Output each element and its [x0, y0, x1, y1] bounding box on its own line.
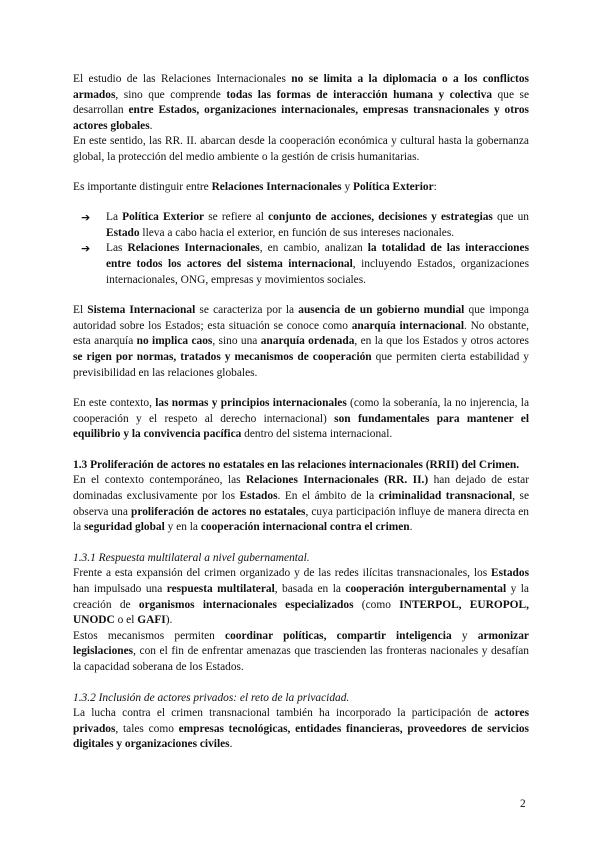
bold-text-run: criminalidad transnacional — [378, 490, 513, 503]
bold-text-run: las normas y principios internacionales — [155, 397, 347, 410]
section-1-3-1-mechanisms-paragraph — [73, 629, 529, 676]
distinction-paragraph — [73, 180, 529, 196]
text-run: . — [149, 119, 153, 132]
text-run: El estudio de las Relaciones Internacionales — [73, 73, 292, 85]
bold-text-run: Estados — [491, 567, 529, 580]
bold-text-run: cooperación internacional contra el crimen — [200, 521, 410, 534]
bold-text-run: no implica caos — [136, 335, 213, 348]
bold-text-run: coordinar políticas, compartir inteligencia — [225, 629, 452, 642]
text-run: Es importante distinguir entre — [73, 180, 212, 193]
text-run: , incluyendo Estados, organizaciones internacionales, ONG, empresas y movimientos sociales. — [106, 257, 529, 286]
bold-text-run: Política Exterior — [122, 211, 205, 224]
text-run: (como la soberanía, la no injerencia, la cooperación y el respeto al derecho internacional) — [73, 397, 530, 425]
text-run: , se observa una — [73, 490, 530, 518]
section-1-3-paragraph — [73, 473, 529, 535]
section-heading-1-3-2: 1.3.2 Inclusión de actores privados: el reto de la privacidad. — [73, 691, 350, 704]
bold-text-run: no se limita a la diplomacia o a los conflictos armados — [73, 73, 529, 101]
bold-text-run: todas las formas de interacción humana y colectiva — [226, 88, 493, 101]
document-page — [73, 72, 529, 753]
bold-text-run: Estados — [239, 490, 278, 503]
arrow-bullet-icon: ➔ — [81, 211, 91, 225]
bold-text-run: GAFI — [137, 614, 166, 627]
list-item-text — [106, 211, 529, 239]
bold-text-run: Política Exterior — [352, 180, 434, 193]
text-run: . No obstante, esta anarquía — [73, 319, 529, 348]
text-run: En este sentido, las RR. II. abarcan desde la cooperación económica y cultural hasta la gobernanza global, la protección del medio ambiente o la gestión de crisis humanitarias. — [73, 135, 529, 163]
text-run: que se desarrollan — [73, 88, 529, 117]
text-run: y la creación de — [73, 583, 529, 611]
text-run: que permiten cierta estabilidad y previsibilidad en las relaciones globales. — [73, 350, 529, 379]
bold-text-run: la totalidad de las interacciones entre todos los actores del sistema internacional — [106, 242, 530, 270]
text-run: y — [451, 629, 478, 642]
text-run: La lucha contra el crimen transnacional también ha incorporado la participación de — [73, 707, 495, 720]
text-run: o el — [114, 614, 138, 627]
section-1-3-2-paragraph — [73, 706, 529, 753]
text-run: . — [409, 521, 413, 534]
system-paragraph — [73, 303, 529, 381]
bold-text-run: empresas tecnológicas, entidades financieras, proveedores de servicios digitales y organizaciones civiles — [73, 722, 529, 751]
text-run: y en la — [164, 521, 201, 534]
text-run: Las — [106, 242, 128, 255]
bold-text-run: son fundamentales para mantener el equilibrio y la convivencia pacífica — [73, 412, 530, 441]
bold-text-run: cooperación intergubernamental — [345, 583, 507, 596]
text-run: han dejado de estar dominadas exclusivamente por los — [73, 474, 529, 503]
bold-text-run: ausencia de un gobierno mundial — [298, 304, 465, 317]
text-run: En este contexto, — [73, 397, 156, 410]
bold-text-run: se rigen por normas, tratados y mecanismos de cooperación — [73, 350, 372, 363]
bold-text-run: organismos internacionales especializados — [138, 598, 354, 611]
text-run: ). — [165, 614, 173, 627]
section-1-3-1-paragraph — [73, 566, 529, 628]
list-item-text — [106, 242, 529, 285]
text-run: , tales como — [115, 722, 179, 735]
bold-text-run: Relaciones Internacionales (RR. II.) — [246, 474, 429, 487]
bold-text-run: seguridad global — [84, 521, 165, 534]
text-run: . — [229, 738, 233, 751]
text-run: , en la que los Estados y otros actores — [354, 335, 529, 348]
text-run: , sino una — [212, 335, 261, 348]
bold-text-run: anarquía ordenada — [260, 335, 355, 348]
page-number: 2 — [520, 798, 526, 810]
text-run: (como — [353, 598, 400, 611]
text-run: y — [341, 180, 353, 193]
text-run: , con el fin de enfrentar amenazas que trascienden las fronteras nacionales y desafían la capacidad soberana de los Estados. — [73, 645, 529, 673]
text-run: : — [433, 180, 437, 193]
text-run: se refiere al — [204, 211, 269, 224]
text-run: , cuya participación influye de manera directa en la — [73, 505, 529, 534]
context-paragraph — [73, 396, 529, 443]
text-run: Frente a esta expansión del crimen organizado y de las redes ilícitas transnacionales, los — [73, 567, 492, 580]
text-run: El — [73, 304, 88, 317]
text-run: dentro del sistema internacional. — [241, 428, 393, 441]
distinction-list — [73, 210, 529, 288]
bold-text-run: Estado — [106, 226, 140, 239]
bold-text-run: proliferación de actores no estatales — [131, 505, 306, 518]
text-run: , sino que comprende — [115, 88, 227, 101]
arrow-bullet-icon: ➔ — [81, 242, 91, 256]
text-run: han impulsado una — [73, 583, 167, 596]
bold-text-run: INTERPOL, EUROPOL, UNODC — [73, 598, 529, 627]
bold-text-run: Relaciones Internacionales — [127, 242, 260, 255]
section-heading-1-3: 1.3 Proliferación de actores no estatales en las relaciones internacionales (RRII) del Crimen. — [73, 458, 520, 471]
text-run: se caracteriza por la — [195, 304, 299, 317]
intro-scope-paragraph — [73, 134, 529, 165]
bold-text-run: armonizar legislaciones — [73, 629, 529, 658]
bold-text-run: respuesta multilateral — [166, 583, 275, 596]
intro-paragraph — [73, 72, 529, 134]
text-run: La — [106, 211, 123, 224]
text-run: lleva a cabo hacia el exterior, en función de sus intereses nacionales. — [139, 226, 455, 239]
text-run: En el contexto contemporáneo, las — [73, 474, 247, 487]
bold-text-run: conjunto de acciones, decisiones y estrategias — [268, 211, 493, 224]
text-run: que imponga autoridad sobre los Estados; esta situación se conoce como — [73, 304, 529, 332]
bold-text-run: Relaciones Internacionales — [211, 180, 342, 193]
bold-text-run: actores privados — [73, 707, 529, 735]
text-run: que un — [492, 211, 529, 224]
text-run: , basada en la — [274, 583, 346, 596]
section-heading-1-3-1: 1.3.1 Respuesta multilateral a nivel gubernamental. — [73, 551, 310, 564]
list-item — [73, 210, 529, 241]
text-run: . En el ámbito de la — [277, 490, 379, 503]
bold-text-run: anarquía internacional — [351, 319, 465, 332]
list-item — [73, 241, 529, 288]
text-run: , en cambio, analizan — [259, 242, 368, 255]
text-run: Estos mecanismos permiten — [73, 629, 226, 642]
bold-text-run: entre Estados, organizaciones internacionales, empresas transnacionales y otros actores globales — [73, 104, 529, 132]
bold-text-run: Sistema Internacional — [87, 304, 196, 317]
